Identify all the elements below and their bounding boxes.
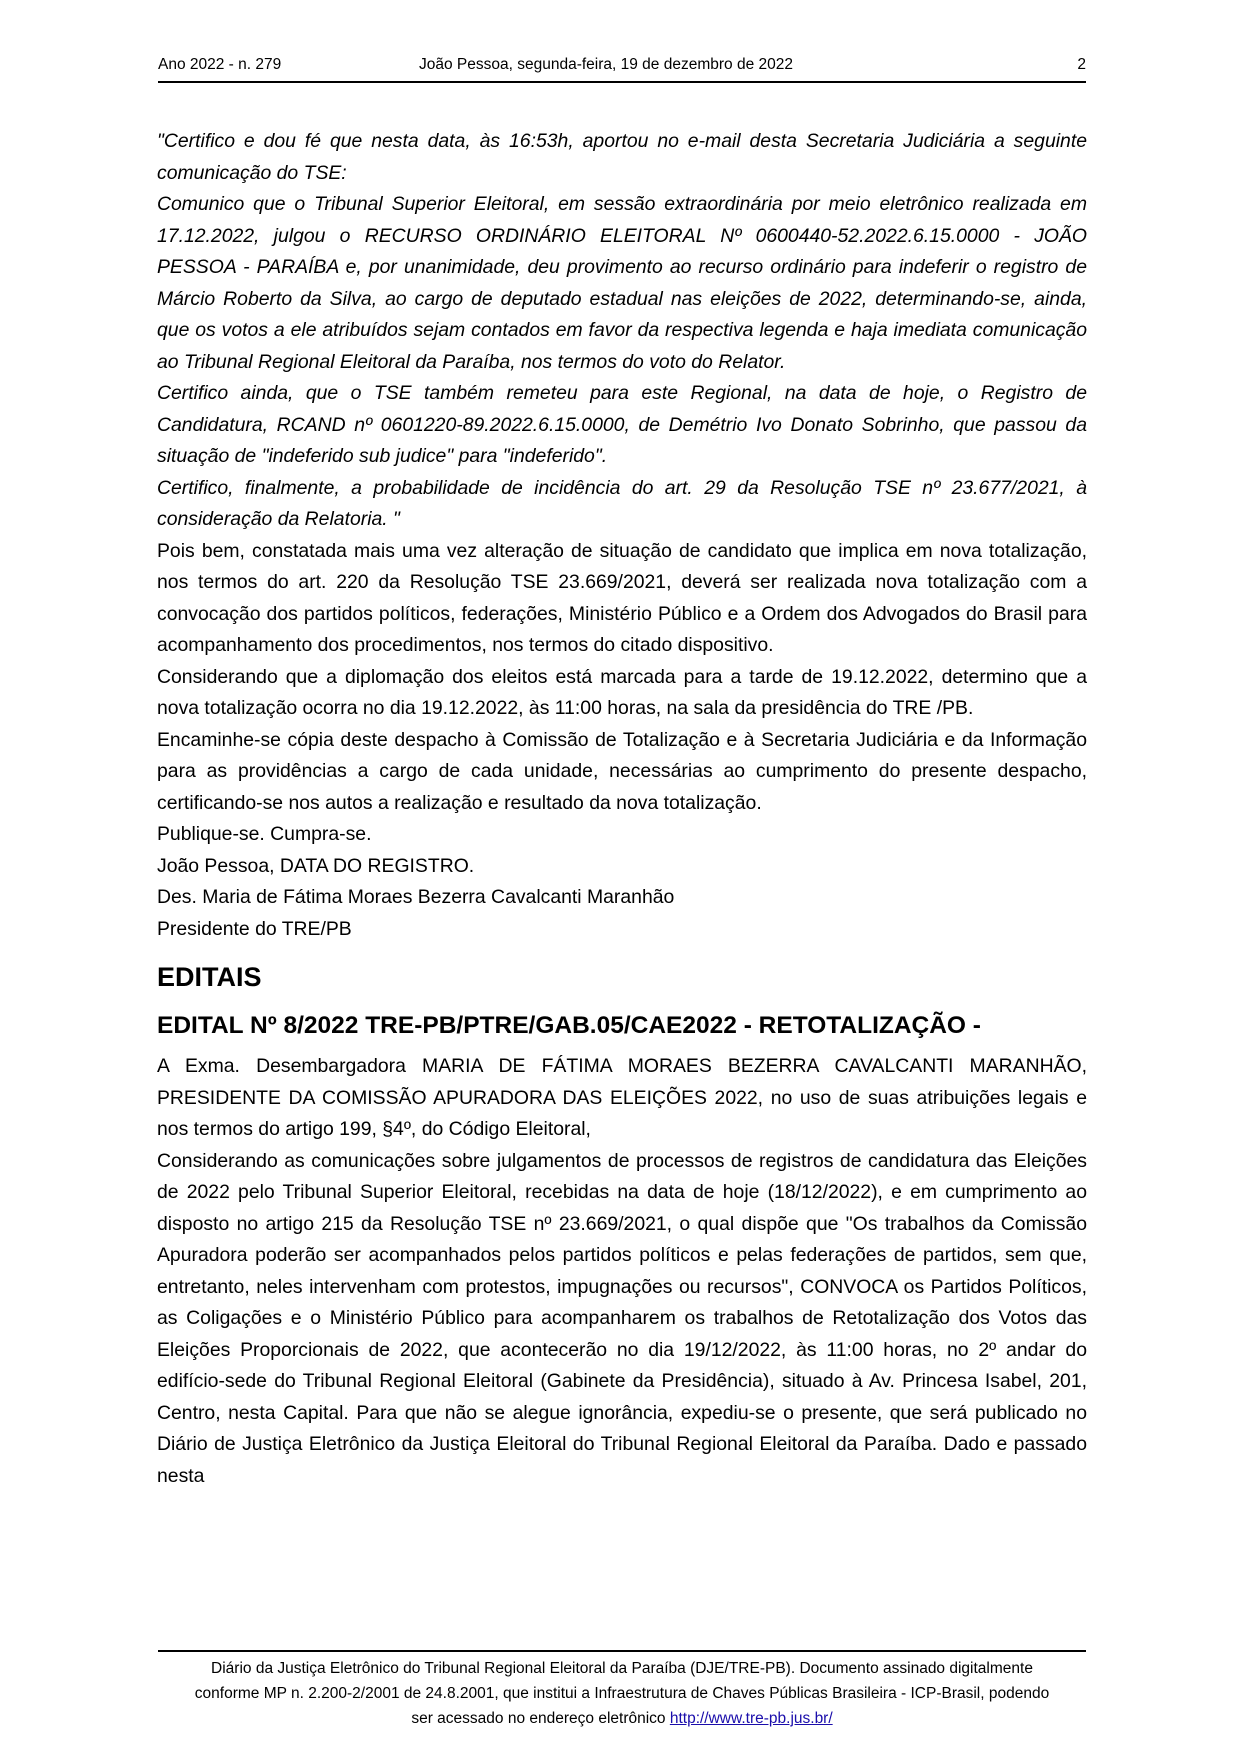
footer-line: Diário da Justiça Eletrônico do Tribunal Regional Eleitoral da Paraíba (DJE/TRE-PB). Documento assinado digitalmente xyxy=(211,1660,1033,1677)
section-title: EDITAIS xyxy=(157,962,262,992)
website-link[interactable]: http://www.tre-pb.jus.br/ xyxy=(669,1710,833,1727)
dateline: João Pessoa, segunda-feira, 19 de dezembro de 2022 xyxy=(419,56,793,73)
footer-line: conforme MP n. 2.200-2/2001 de 24.8.2001, que institui a Infraestrutura de Chaves Públicas Brasileira - ICP-Brasil, podendo xyxy=(194,1685,1050,1702)
certificate-paragraph: "Certifico e dou fé que nesta data, às 16:53h, aportou no e-mail desta Secretaria Judiciária a seguinte comunicação do TSE: xyxy=(157,130,1087,184)
page-number: 2 xyxy=(1077,56,1086,73)
footer-divider xyxy=(158,1650,1086,1652)
signatory-title: Presidente do TRE/PB xyxy=(157,917,352,940)
header-divider xyxy=(158,81,1086,83)
body-paragraph: A Exma. Desembargadora MARIA DE FÁTIMA MORAES BEZERRA CAVALCANTI MARANHÃO, PRESIDENTE DA COMISSÃO APURADORA DAS ELEIÇÕES 2022, no uso de suas atribuições legais e nos termos do artigo 199, §4º, do Código Eleitoral, xyxy=(157,1055,1087,1140)
footer-text: ser acessado no endereço eletrônico xyxy=(411,1710,670,1727)
editais-section xyxy=(157,957,1087,1492)
body-paragraph: Considerando as comunicações sobre julgamentos de processos de registros de candidatura das Eleições de 2022 pelo Tribunal Superior Eleitoral, recebidas na data de hoje (18/12/2022), e em cumprimento ao disposto no artigo 215 da Resolução TSE nº 23.669/2021, o qual dispõe que "Os trabalhos da Comissão Apuradora poderão ser acompanhados pelos partidos políticos e pelas federações de partidos, sem que, entretanto, neles intervenham com protestos, impugnações ou recursos", CONVOCA os Partidos Políticos, as Coligações e o Ministério Público para acompanharem os trabalhos de Retotalização dos Votos das Eleições Proporcionais de 2022, que acontecerão no dia 19/12/2022, às 11:00 horas, no 2º andar do edifício-sede do Tribunal Regional Eleitoral (Gabinete da Presidência), situado à Av. Princesa Isabel, 201, Centro, nesta Capital. Para que não se alegue ignorância, expediu-se o presente, que será publicado no Diário de Justiça Eletrônico da Justiça Eleitoral do Tribunal Regional Eleitoral da Paraíba. Dado e passado nesta xyxy=(157,1149,1087,1487)
closing-line: Publique-se. Cumpra-se. xyxy=(157,823,372,845)
closing-line: João Pessoa, DATA DO REGISTRO. xyxy=(157,854,475,877)
document-body xyxy=(157,126,1087,1492)
body-paragraph: Encaminhe-se cópia deste despacho à Comissão de Totalização e à Secretaria Judiciária e da Informação para as providências a cargo de cada unidade, necessárias ao cumprimento do presente despacho, certificando-se nos autos a realização e resultado da nova totalização. xyxy=(157,728,1087,814)
certificate-paragraph: Comunico que o Tribunal Superior Eleitoral, em sessão extraordinária por meio eletrônico realizada em 17.12.2022, julgou o RECURSO ORDINÁRIO ELEITORAL Nº 0600440-52.2022.6.15.0000 - JOÃO PESSOA - PARAÍBA e, por unanimidade, deu provimento ao recurso ordinário para indeferir o registro de Márcio Roberto da Silva, ao cargo de deputado estadual nas eleições de 2022, determinando-se, ainda, que os votos a ele atribuídos sejam contados em favor da respectiva legenda e haja imediata comunicação ao Tribunal Regional Eleitoral da Paraíba, nos termos do voto do Relator. xyxy=(157,193,1087,373)
certificate-paragraph: Certifico, finalmente, a probabilidade de incidência do art. 29 da Resolução TSE nº 23.677/2021, à consideração da Relatoria. " xyxy=(157,476,1087,530)
signatory-name: Des. Maria de Fátima Moraes Bezerra Cavalcanti Maranhão xyxy=(157,886,675,908)
footer-line xyxy=(150,1706,1094,1731)
page-header xyxy=(158,56,1086,80)
despacho-section xyxy=(157,126,1087,945)
certificate-paragraph: Certifico ainda, que o TSE também remeteu para este Regional, na data de hoje, o Registro de Candidatura, RCAND nº 0601220-89.2022.6.15.0000, de Demétrio Ivo Donato Sobrinho, que passou da situação de "indeferido sub judice" para "indeferido". xyxy=(157,382,1087,467)
issue-number: Ano 2022 - n. 279 xyxy=(158,56,282,73)
edital-title: EDITAL Nº 8/2022 TRE-PB/PTRE/GAB.05/CAE2022 - RETOTALIZAÇÃO - xyxy=(157,1012,981,1039)
body-paragraph: Pois bem, constatada mais uma vez alteração de situação de candidato que implica em nova totalização, nos termos do art. 220 da Resolução TSE 23.669/2021, deverá ser realizada nova totalização com a convocação dos partidos políticos, federações, Ministério Público e a Ordem dos Advogados do Brasil para acompanhamento dos procedimentos, nos termos do citado dispositivo. xyxy=(157,539,1087,656)
body-paragraph: Considerando que a diplomação dos eleitos está marcada para a tarde de 19.12.2022, determino que a nova totalização ocorra no dia 19.12.2022, às 11:00 horas, na sala da presidência do TRE /PB. xyxy=(157,665,1087,719)
page-footer xyxy=(150,1656,1094,1731)
